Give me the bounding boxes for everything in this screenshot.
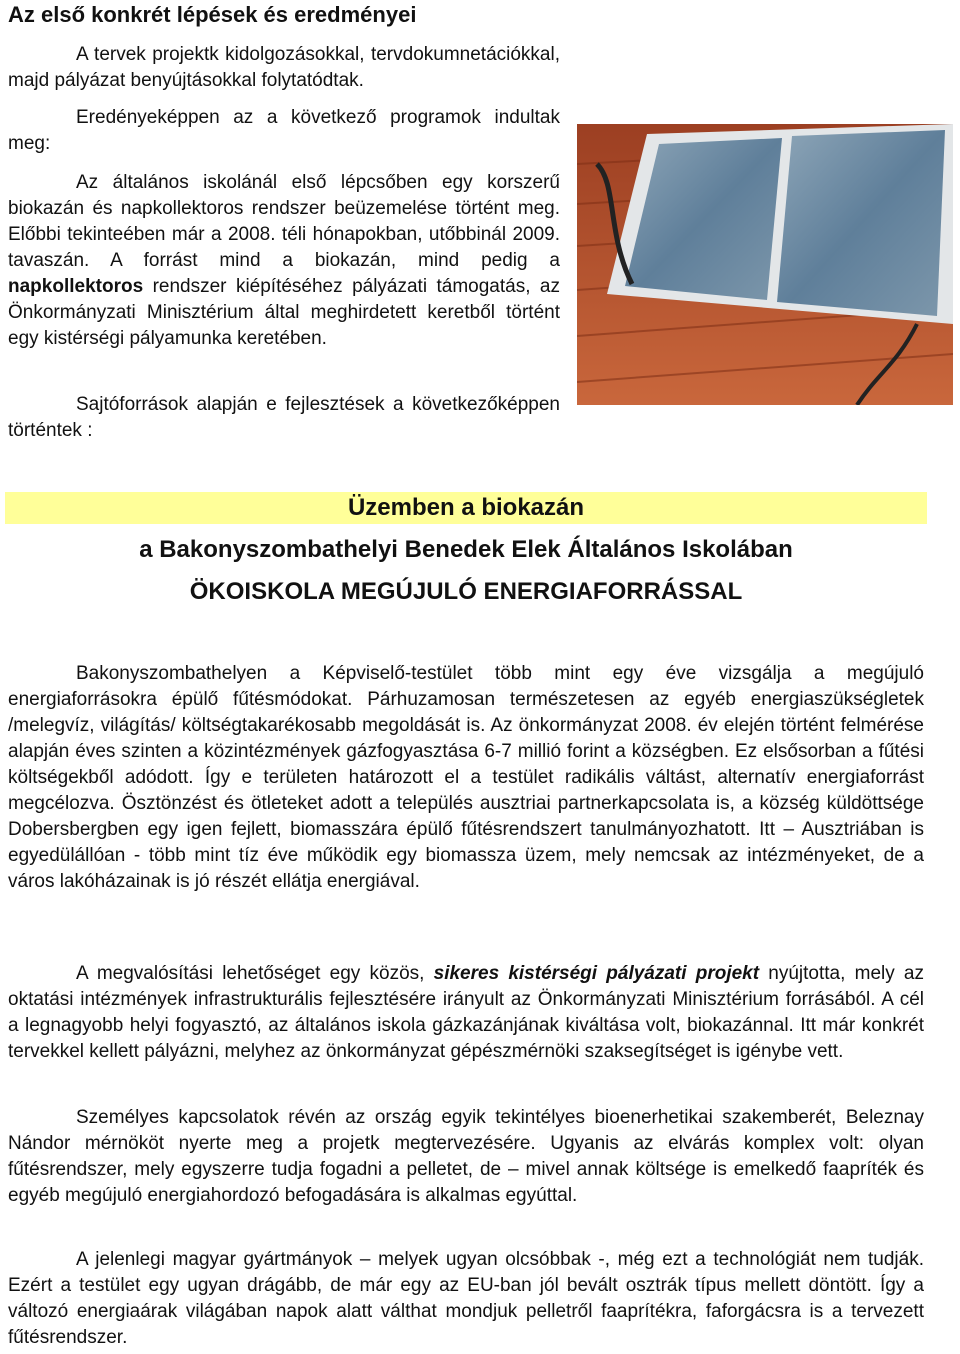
banner-title: Üzemben a biokazán — [347, 494, 585, 521]
article-paragraph-4 — [8, 1247, 924, 1351]
intro-text-2: Eredényeképpen az a következő programok indultak meg: — [8, 107, 560, 154]
intro-text-3a: Az általános iskolánál első lépcsőben egy korszerű biokazán és napkollektoros rendszer beüzemelése történt meg. Előbbi tekinteében már a 2008. téli hónapokban, utőbbinál 2009. tavaszán. A forrást mind a biokazán, mind pedig a — [8, 172, 560, 271]
solar-collector-photo — [577, 124, 953, 405]
banner-subtitle-2: ÖKOISKOLA MEGÚJULÓ ENERGIAFORRÁSSAL — [189, 578, 743, 605]
article-paragraph-1 — [8, 661, 924, 895]
intro-text-3-bold: napkollektoros — [8, 276, 144, 297]
article-text-2a: A megvalósítási lehetőséget egy közös, — [76, 963, 434, 984]
article-text-3: Személyes kapcsolatok révén az ország egyik tekintélyes bioenerhetikai szakemberét, Beleznay Nándor mérnököt nyerte meg a projetk megtervezésére. Ugyanis az elvárás komplex volt: olyan fűtésrendszer, mely egyszerre tudja fogadni a pelletet, de – mivel annak költsége is emelkedő faapríték és egyéb megújuló energiahordozó befogadására is alkalmas egyúttal. — [8, 1107, 924, 1206]
banner-subtitle-1: a Bakonyszombathelyi Benedek Elek Általános Iskolában — [139, 536, 793, 563]
article-paragraph-2 — [8, 961, 924, 1065]
intro-paragraph-1 — [8, 42, 560, 94]
article-text-2b: nyújtotta, mely az oktatási intézmények infrastrukturális fejlesztésére irányult az Önkormányzati Minisztérium forrásából. A cél a legnagyobb helyi fogyasztó, az általános iskola gázkazánjának kiváltása volt, biokazánnal. Itt már konkrét tervekkel kellett pályázni, melyhez az önkormányzat gépészmérnöki szaksegítséget is igénybe vett. — [8, 963, 925, 1062]
intro-paragraph-4 — [8, 392, 560, 444]
article-text-1: Bakonyszombathelyen a Képviselő-testület több mint egy éve vizsgálja a megújuló energiaforrásokra épülő fűtésmódokat. Párhuzamosan természetesen az egyéb energiaszükségletek /melegvíz, világítás/ költségtakarékosabb megoldását is. Az önkormányzat 2008. év elején történt felmérése alapján éves szinten a közintézmények gázfogyasztása 6-7 millió forint a községben. Ez elsősorban a fűtési költségekből adódott. Így e területen határozott el a testület radikális váltást, alternatív energiaforrást megcélozva. Ösztönzést és ötleteket adott a település ausztriai partnerkapcsolata is, a község küldöttsége Dobersbergben egy igen fejlett, biomasszára épülő fűtésrendszert tanulmányozhatott. Itt – Ausztriában is egyedülállóan - több mint tíz éve működik egy biomassza üzem, mely nemcsak az intézményeket, de a város lakóházainak is jó részét ellátja energiával. — [8, 663, 924, 892]
intro-text-1: A tervek projektk kidolgozásokkal, tervdokumnetációkkal, majd pályázat benyújtásokkal folytatódtak. — [8, 44, 560, 91]
intro-paragraph-3 — [8, 170, 560, 352]
section-heading: Az első konkrét lépések és eredményei — [8, 2, 417, 27]
intro-paragraph-2 — [8, 105, 560, 157]
intro-text-4: Sajtóforrások alapján e fejlesztések a következőképpen történtek : — [8, 394, 560, 441]
article-paragraph-3 — [8, 1105, 924, 1209]
article-text-4: A jelenlegi magyar gyártmányok – melyek ugyan olcsóbbak -, még ezt a technológiát nem tudják. Ezért a testület egy ugyan drágább, de már egy az EU-ban jól bevált osztrák típus mellett döntött. Így a változó energiaárak világában napok alatt válthat mondjuk pelletről faaprítékra, faforgácsra is a tervezett fűtésrendszer. — [8, 1249, 924, 1348]
intro-text-3b: rendszer kiépítéséhez pályázati támogatás, az Önkormányzati Minisztérium által meghirdetett keretből történt egy kistérségi pályamunka keretében. — [8, 276, 560, 349]
article-text-2-emphasis: sikeres kistérségi pályázati projekt — [433, 963, 760, 984]
